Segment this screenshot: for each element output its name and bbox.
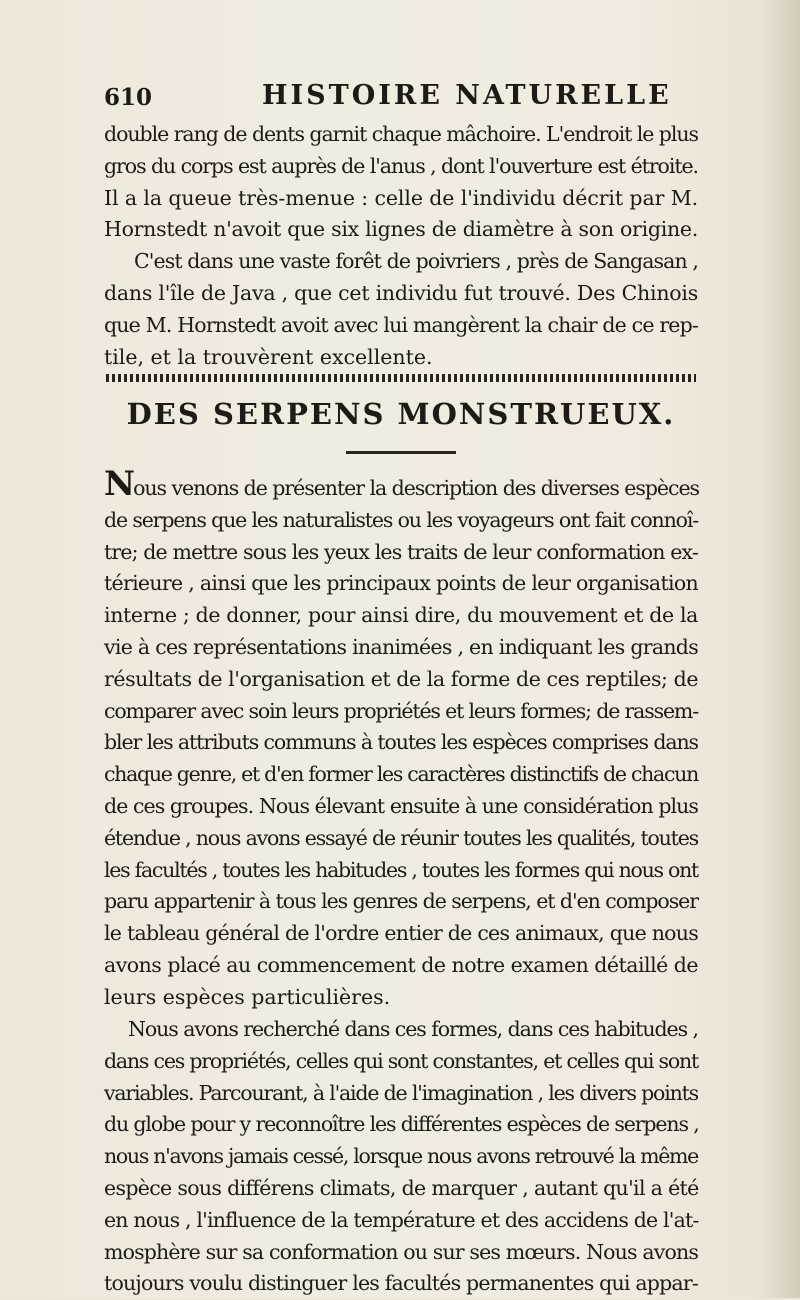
continued-paragraph [104, 119, 698, 373]
text-line: de serpens que les naturalistes ou les voyageurs ont fait connoî- [104, 507, 699, 532]
text-line: toujours voulu distinguer les facultés permanentes qui appar- [104, 1271, 698, 1296]
text-line: les facultés , toutes les habitudes , toutes les formes qui nous ont [104, 857, 698, 882]
text-line: Il a la queue très-menue : celle de l'individu décrit par M. [104, 185, 699, 210]
text-line: étendue , nous avons essayé de réunir toutes les qualités, toutes [104, 825, 698, 850]
text-line: leurs espèces particulières. [104, 984, 391, 1009]
section-title: DES SERPENS MONSTRUEUX. [126, 397, 676, 431]
text-line: le tableau général de l'ordre entier de ces animaux, que nous [104, 921, 699, 946]
section-paragraph-2 [104, 1014, 698, 1300]
text-line-first [104, 464, 700, 505]
text-line: mosphère sur sa conformation ou sur ses mœurs. Nous avons [104, 1239, 698, 1264]
section-paragraph-1 [104, 464, 700, 1014]
ornamental-divider [106, 374, 696, 382]
text-line: tile, et la trouvèrent excellente. [104, 344, 433, 369]
text-line: C'est dans une vaste forêt de poivriers , près de Sangasan , [134, 249, 698, 274]
text-line: ous venons de présenter la description des diverses espèces [133, 476, 700, 500]
text-line: en nous , l'influence de la température et des accidens de l'at- [104, 1207, 699, 1232]
text-line: Nous avons recherché dans ces formes, dans ces habitudes , [128, 1017, 698, 1041]
running-title: HISTOIRE NATURELLE [262, 80, 672, 111]
text-line: du globe pour y reconnoître les différentes espèces de serpens , [104, 1112, 699, 1137]
text-line: térieure , ainsi que les principaux points de leur organisation [104, 571, 698, 596]
text-line: vie à ces représentations inanimées , en indiquant les grands [104, 634, 699, 659]
title-rule [346, 451, 456, 454]
text-line: interne ; de donner, pour ainsi dire, du mouvement et de la [104, 603, 699, 628]
text-line: chaque genre, et d'en former les caractères distinctifs de chacun [104, 762, 698, 787]
text-line: de ces groupes. Nous élevant ensuite à une considération plus [104, 793, 698, 818]
text-line: résultats de l'organisation et de la forme de ces reptiles; de [104, 666, 699, 691]
text-line: gros du corps est auprès de l'anus , dont l'ouverture est étroite. [104, 153, 699, 178]
text-line: que M. Hornstedt avoit avec lui mangèrent la chair de ce rep- [104, 312, 699, 337]
text-line: comparer avec soin leurs propriétés et leurs formes; de rassem- [104, 698, 698, 723]
running-head [104, 80, 696, 116]
text-line: dans l'île de Java , que cet individu fut trouvé. Des Chinois [104, 280, 699, 305]
text-line: espèce sous différens climats, de marquer , autant qu'il a été [104, 1175, 699, 1200]
text-line: tre; de mettre sous les yeux les traits de leur conformation ex- [104, 539, 698, 564]
text-line: avons placé au commencement de notre examen détaillé de [104, 952, 698, 977]
text-line: paru appartenir à tous les genres de serpens, et d'en composer [104, 889, 699, 914]
page-number: 610 [104, 84, 153, 111]
text-line: Hornstedt n'avoit que six lignes de diamètre à son origine. [104, 217, 698, 242]
text-line: dans ces propriétés, celles qui sont constantes, et celles qui sont [104, 1048, 699, 1073]
text-line: nous n'avons jamais cessé, lorsque nous avons retrouvé la même [104, 1144, 698, 1169]
text-line: bler les attributs communs à toutes les espèces comprises dans [104, 730, 698, 755]
drop-cap: N [104, 464, 134, 504]
text-line: variables. Parcourant, à l'aide de l'imagination , les divers points [104, 1080, 698, 1105]
text-line: double rang de dents garnit chaque mâchoire. L'endroit le plus [104, 122, 699, 146]
